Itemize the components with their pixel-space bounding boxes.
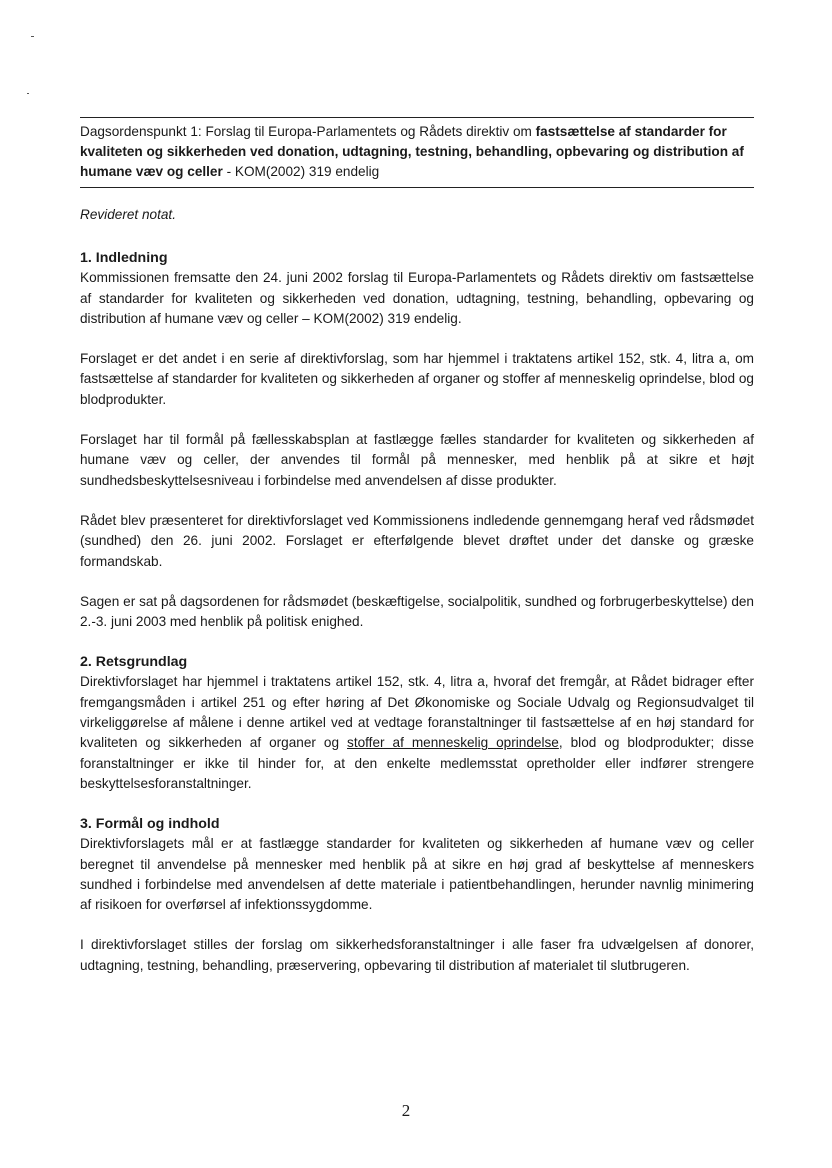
paragraph: Rådet blev præsenteret for direktivforslaget ved Kommissionens indledende gennemgang heraf ved rådsmødet (sundhed) den 26. juni 2002. Forslaget er efterfølgende blevet drøftet under det danske og græske formandskab. [80,512,754,569]
paragraph: Direktivforslagets mål er at fastlægge standarder for kvaliteten og sikkerheden af humane væv og celler beregnet til anvendelse på mennesker med henblik på at sikre en høj grad af beskyttelse af menneskers sundhed i forbindelse med anvendelsen af dette materiale i patientbehandlingen, herunder navnlig minimering af risikoen for overførsel af infektionssygdomme. [80,836,754,913]
section-heading: 1. Indledning [80,250,168,267]
text-run: Direktivforslaget har hjemmel i traktatens artikel 152, stk. 4, litra a, hvoraf det fremgår, at Rådet bidrager efter fremgangsmåden i artikel 251 og efter høring af Det Økonomiske og Sociale Udvalg og Regionsudvalget til virkeliggørelse af målene i denne artikel ved at vedtage foranstaltninger til fastsættelse af en høj standard for kvaliteten og sikkerheden af organer og [80,674,754,751]
section-legal-basis [80,652,754,794]
header-reference: - KOM(2002) 319 endelig [222,164,380,179]
revised-note: Revideret notat. [80,207,176,222]
paragraph: Forslaget er det andet i en serie af direktivforslag, som har hjemmel i traktatens artikel 152, stk. 4, litra a, om fastsættelse af standarder for kvaliteten og sikkerheden af organer og stoffer af menneskelig oprindelse, blod og blodprodukter. [80,351,754,407]
paragraph [80,672,754,794]
underlined-text: stoffer af menneskelig oprindelse [347,735,559,751]
text-run: , blod og blodprodukter; disse foranstaltninger er ikke til hinder for, at den enkelte medlemsstat opretholder eller indfører strengere beskyttelsesforanstaltninger. [80,735,754,791]
header-prefix: Dagsordenspunkt 1: Forslag til Europa-Parlamentets og Rådets direktiv om [80,124,536,139]
scan-speck [31,36,34,37]
section-heading: 3. Formål og indhold [80,816,220,833]
section-purpose-content [80,814,754,976]
paragraph: Sagen er sat på dagsordenen for rådsmødet (beskæftigelse, socialpolitik, sundhed og forbrugerbeskyttelse) den 2.-3. juni 2003 med henblik på politisk enighed. [80,593,754,630]
paragraph: Forslaget har til formål på fællesskabsplan at fastlægge fælles standarder for kvaliteten og sikkerheden af humane væv og celler, der anvendes til formål på mennesker, med henblik på at sikre et højt sundhedsbeskyttelsesniveau i forbindelse med anvendelsen af disse produkter. [80,432,754,488]
header-bold-title: fastsættelse af standarder for kvaliteten og sikkerheden ved donation, udtagning, testning, behandling, opbevaring og distribution af humane væv og celler [80,124,744,179]
section-heading: 2. Retsgrundlag [80,654,188,671]
paragraph: I direktivforslaget stilles der forslag om sikkerhedsforanstaltninger i alle faser fra udvælgelsen af donorer, udtagning, testning, behandling, præservering, opbevaring til distribution af materialet til slutbrugeren. [80,937,754,973]
page-number: 2 [401,1101,411,1120]
agenda-item-header [80,117,754,188]
paragraph: Kommissionen fremsatte den 24. juni 2002 forslag til Europa-Parlamentets og Rådets direktiv om fastsættelse af standarder for kvaliteten og sikkerheden ved donation, udtagning, testning, behandling, opbevaring og distribution af humane væv og celler – KOM(2002) 319 endelig. [80,270,754,326]
scan-speck [27,93,29,94]
section-introduction [80,248,754,632]
document-body [80,205,754,996]
